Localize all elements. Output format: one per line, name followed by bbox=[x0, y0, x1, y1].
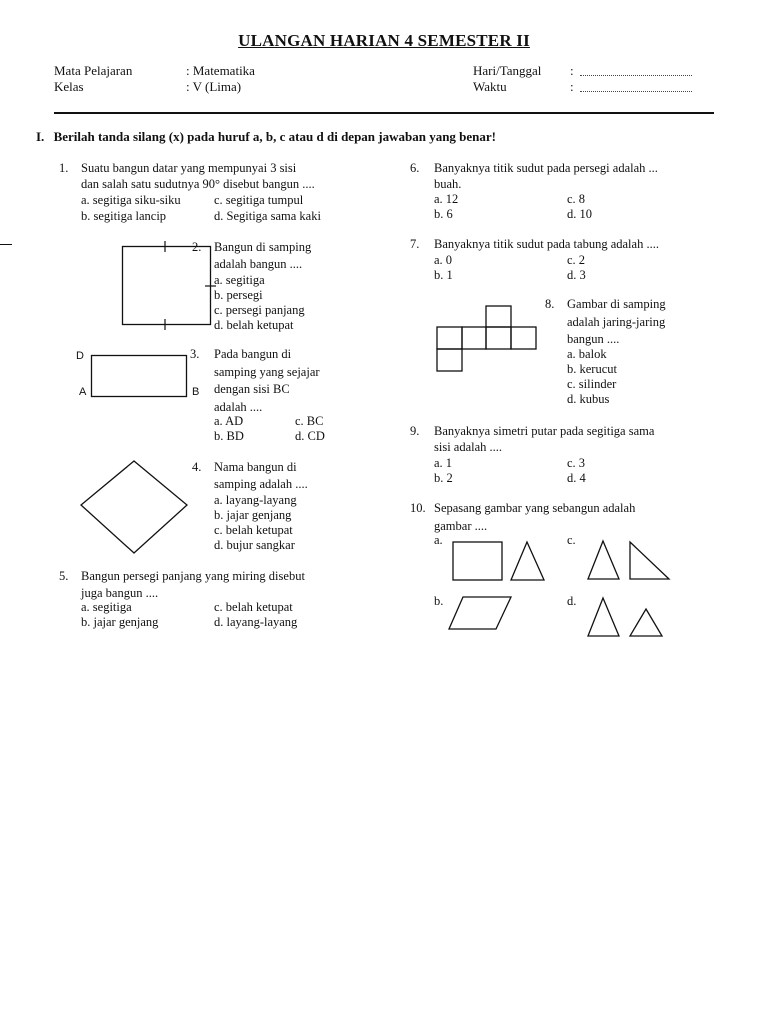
question-8-option-d[interactable]: d. kubus bbox=[567, 392, 610, 406]
field-time-colon: : bbox=[570, 79, 574, 94]
question-4-line-2: samping adalah .... bbox=[214, 477, 308, 491]
question-1-option-b[interactable]: b. segitiga lancip bbox=[81, 209, 167, 223]
question-6-line-2: buah. bbox=[434, 177, 462, 191]
question-4-number: 4. bbox=[192, 460, 202, 474]
question-3-line-4: adalah .... bbox=[214, 400, 263, 414]
question-5-line-2: juga bangun .... bbox=[81, 586, 159, 600]
vertex-label-a: A bbox=[79, 386, 87, 398]
question-6-option-b[interactable]: b. 6 bbox=[434, 207, 453, 221]
question-10-option-d[interactable]: d. bbox=[567, 594, 577, 608]
question-5-number: 5. bbox=[59, 569, 69, 583]
question-1-option-a[interactable]: a. segitiga siku-siku bbox=[81, 193, 181, 207]
question-6-number: 6. bbox=[410, 161, 420, 175]
question-4-option-c[interactable]: c. belah ketupat bbox=[214, 523, 293, 537]
question-8-option-c[interactable]: c. silinder bbox=[567, 377, 617, 391]
question-9-option-c[interactable]: c. 3 bbox=[567, 456, 586, 470]
option-d-similar-triangles-icon bbox=[587, 597, 667, 639]
question-10-option-c[interactable]: c. bbox=[567, 533, 576, 547]
question-3-option-b[interactable]: b. BD bbox=[214, 429, 244, 443]
header-divider bbox=[54, 112, 714, 114]
question-3-option-d[interactable]: d. CD bbox=[295, 429, 325, 443]
question-8-line-3: bangun .... bbox=[567, 332, 620, 346]
question-3-line-2: samping yang sejajar bbox=[214, 365, 320, 379]
question-9-option-a[interactable]: a. 1 bbox=[434, 456, 453, 470]
section-number: I. bbox=[36, 129, 45, 144]
question-10-line-2: gambar .... bbox=[434, 519, 488, 533]
question-5-option-d[interactable]: d. layang-layang bbox=[214, 615, 298, 629]
field-label-time: Waktu bbox=[473, 79, 507, 94]
question-1-option-c[interactable]: c. segitiga tumpul bbox=[214, 193, 304, 207]
field-date-colon: : bbox=[570, 63, 574, 78]
question-8-line-2: adalah jaring-jaring bbox=[567, 315, 666, 329]
question-7-line-1: Banyaknya titik sudut pada tabung adalah .... bbox=[434, 237, 659, 251]
question-2-number: 2. bbox=[192, 240, 202, 254]
question-6-option-d[interactable]: d. 10 bbox=[567, 207, 592, 221]
question-3-option-c[interactable]: c. BC bbox=[295, 414, 324, 428]
question-10-option-a[interactable]: a. bbox=[434, 533, 443, 547]
field-label-class: Kelas bbox=[54, 79, 84, 94]
field-label-subject: Mata Pelajaran bbox=[54, 63, 133, 78]
question-4-option-d[interactable]: d. bujur sangkar bbox=[214, 538, 295, 552]
question-4-option-b[interactable]: b. jajar genjang bbox=[214, 508, 292, 522]
question-1-line-2: dan salah satu sudutnya 90° disebut bangun .... bbox=[81, 177, 315, 191]
question-5-option-b[interactable]: b. jajar genjang bbox=[81, 615, 159, 629]
option-b-parallelogram-icon bbox=[448, 596, 514, 632]
question-6-line-1: Banyaknya titik sudut pada persegi adalah ... bbox=[434, 161, 658, 175]
question-5-line-1: Bangun persegi panjang yang miring disebut bbox=[81, 569, 305, 583]
question-3-line-3: dengan sisi BC bbox=[214, 382, 290, 396]
question-5-option-a[interactable]: a. segitiga bbox=[81, 600, 132, 614]
field-value-subject: : Matematika bbox=[186, 63, 255, 78]
question-2-line-2: adalah bangun .... bbox=[214, 257, 303, 271]
section-instruction bbox=[36, 129, 496, 145]
instruction-text: Berilah tanda silang (x) pada huruf a, b, c atau d di depan jawaban yang benar! bbox=[53, 129, 497, 144]
question-6-option-c[interactable]: c. 8 bbox=[567, 192, 586, 206]
margin-mark bbox=[0, 244, 12, 245]
question-10-line-1: Sepasang gambar yang sebangun adalah bbox=[434, 501, 636, 515]
question-4-option-a[interactable]: a. layang-layang bbox=[214, 493, 297, 507]
question-10-number: 10. bbox=[410, 501, 426, 515]
question-7-option-d[interactable]: d. 3 bbox=[567, 268, 586, 282]
date-input-line[interactable] bbox=[580, 67, 692, 76]
question-6-option-a[interactable]: a. 12 bbox=[434, 192, 459, 206]
question-8-option-b[interactable]: b. kerucut bbox=[567, 362, 617, 376]
question-2-option-c[interactable]: c. persegi panjang bbox=[214, 303, 305, 317]
question-1-number: 1. bbox=[59, 161, 69, 175]
question-2-option-d[interactable]: d. belah ketupat bbox=[214, 318, 294, 332]
question-8-line-1: Gambar di samping bbox=[567, 297, 666, 311]
rectangle-abcd-figure-icon bbox=[90, 354, 190, 400]
question-9-option-d[interactable]: d. 4 bbox=[567, 471, 586, 485]
question-3-option-a[interactable]: a. AD bbox=[214, 414, 244, 428]
question-10-option-b[interactable]: b. bbox=[434, 594, 444, 608]
question-1-line-1: Suatu bangun datar yang mempunyai 3 sisi bbox=[81, 161, 297, 175]
question-5-option-c[interactable]: c. belah ketupat bbox=[214, 600, 293, 614]
option-a-rectangle-triangle-icon bbox=[452, 541, 548, 583]
question-7-option-c[interactable]: c. 2 bbox=[567, 253, 586, 267]
question-7-option-b[interactable]: b. 1 bbox=[434, 268, 453, 282]
question-3-line-1: Pada bangun di bbox=[214, 347, 292, 361]
page-title: ULANGAN HARIAN 4 SEMESTER II bbox=[238, 31, 530, 50]
question-3-number: 3. bbox=[190, 347, 200, 361]
square-figure-icon bbox=[120, 244, 220, 334]
question-8-number: 8. bbox=[545, 297, 555, 311]
field-value-class: : V (Lima) bbox=[186, 79, 242, 94]
field-label-date: Hari/Tanggal bbox=[473, 63, 542, 78]
question-8-option-a[interactable]: a. balok bbox=[567, 347, 607, 361]
question-1-option-d[interactable]: d. Segitiga sama kaki bbox=[214, 209, 321, 223]
question-9-number: 9. bbox=[410, 424, 420, 438]
question-9-line-2: sisi adalah .... bbox=[434, 440, 503, 454]
rhombus-figure-icon bbox=[80, 460, 190, 556]
question-7-option-a[interactable]: a. 0 bbox=[434, 253, 453, 267]
question-9-option-b[interactable]: b. 2 bbox=[434, 471, 453, 485]
vertex-label-d: D bbox=[76, 350, 84, 362]
cube-net-figure-icon bbox=[436, 305, 540, 375]
question-2-option-a[interactable]: a. segitiga bbox=[214, 273, 265, 287]
question-7-number: 7. bbox=[410, 237, 420, 251]
question-4-line-1: Nama bangun di bbox=[214, 460, 297, 474]
option-c-two-triangles-icon bbox=[587, 540, 671, 582]
time-input-line[interactable] bbox=[580, 83, 692, 92]
vertex-label-b: B bbox=[192, 386, 200, 398]
question-9-line-1: Banyaknya simetri putar pada segitiga sama bbox=[434, 424, 655, 438]
question-2-line-1: Bangun di samping bbox=[214, 240, 312, 254]
question-2-option-b[interactable]: b. persegi bbox=[214, 288, 263, 302]
